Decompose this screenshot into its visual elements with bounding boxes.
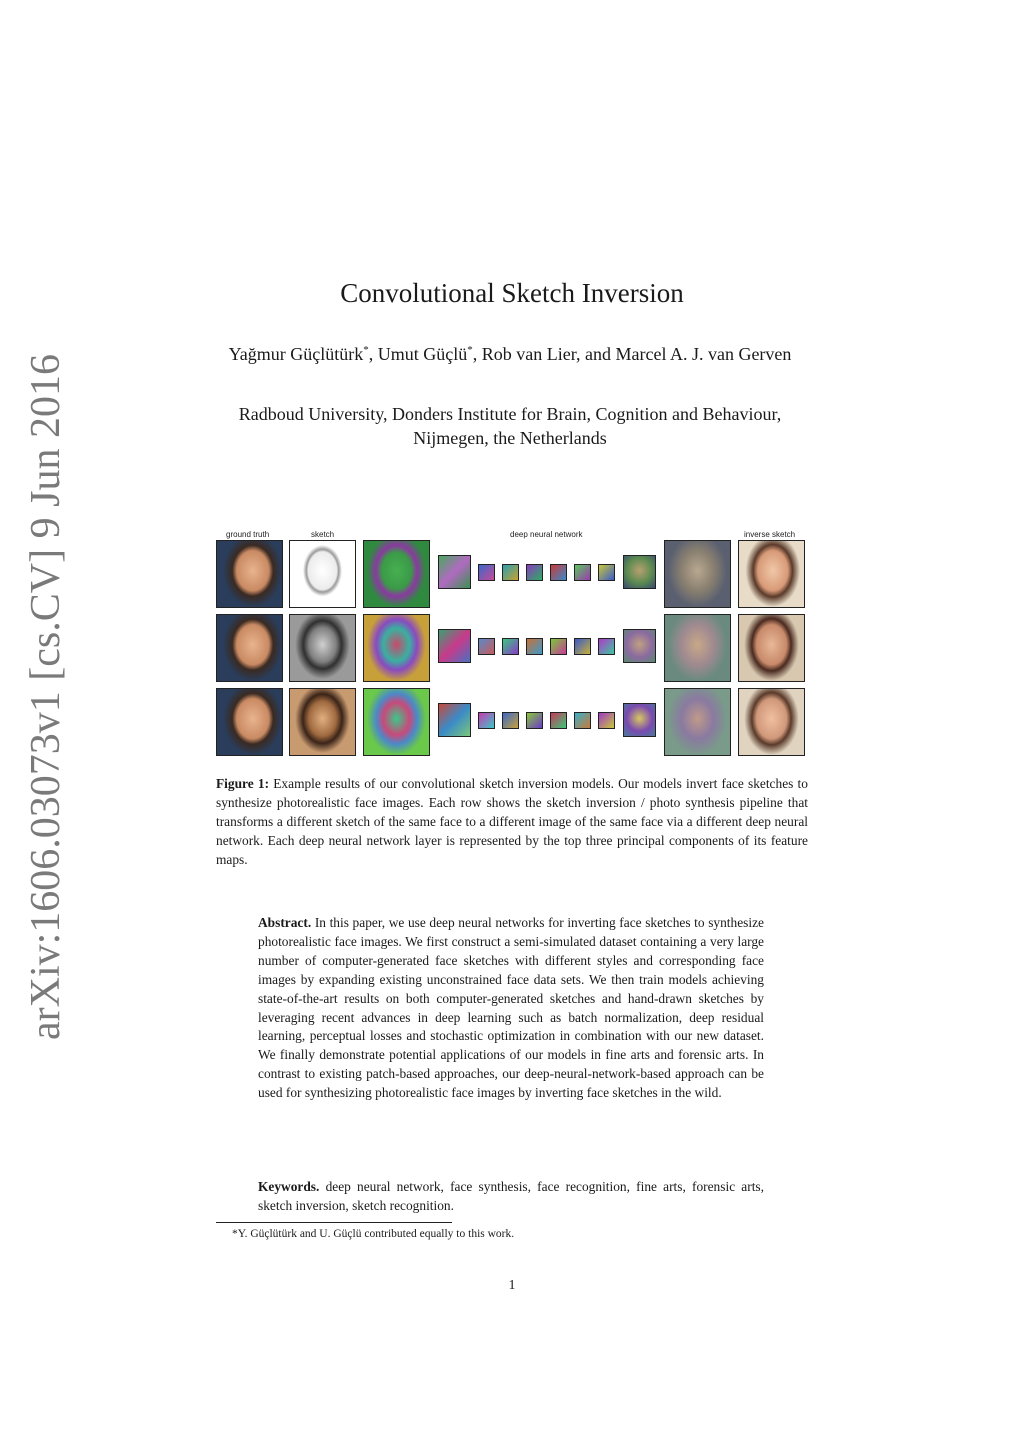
dnn-layer-1-map [363,540,430,608]
dnn-layer-7-map [574,638,591,655]
inverse-sketch-image [738,614,805,682]
label-dnn: deep neural network [510,530,583,539]
figure-caption-label: Figure 1: [216,776,270,791]
dnn-layer-10-map [664,688,731,756]
dnn-layer-5-map [526,712,543,729]
dnn-layer-5-map [526,564,543,581]
abstract [258,914,764,1103]
dnn-layer-7-map [574,564,591,581]
arxiv-identifier: arXiv:1606.03073v1 [cs.CV] 9 Jun 2016 [23,354,69,1040]
inverse-sketch-image [738,540,805,608]
dnn-layer-1-map [363,614,430,682]
keywords-label: Keywords. [258,1179,320,1194]
label-ground-truth: ground truth [226,530,270,539]
dnn-layer-7-map [574,712,591,729]
sketch-image [289,614,356,682]
dnn-layer-6-map [550,638,567,655]
affiliation: Radboud University, Donders Institute for Brain, Cognition and Behaviour, Nijmegen, the Netherlands [238,404,782,448]
dnn-layer-2-map [438,703,471,737]
dnn-layer-4-map [502,564,519,581]
footnote-divider [216,1222,452,1223]
dnn-layer-4-map [502,638,519,655]
ground-truth-image [216,614,283,682]
dnn-layer-4-map [502,712,519,729]
footnote: *Y. Güçlütürk and U. Güçlü contributed equally to this work. [232,1228,515,1240]
author-2: Umut Güçlü [377,344,468,364]
abstract-text: In this paper, we use deep neural networks for inverting face sketches to synthesize photorealistic face images. We first construct a semi-simulated dataset containing a very large number of computer-generated face sketches with different styles and corresponding face images by expanding existing unconstrained face data sets. We then train models achieving state-of-the-art results on both computer-generated sketches and hand-drawn sketches by leveraging recent advances in deep learning such as batch normalization, deep residual learning, perceptual losses and stochastic optimization in combination with our new dataset. We finally demonstrate potential applications of our models in fine arts and forensic arts. In contrast to existing patch-based approaches, our deep-neural-network-based approach can be used for synthesizing photorealistic face images by inverting face sketches in the wild. [258,915,764,1101]
dnn-layer-2-map [438,555,471,589]
keywords [258,1178,764,1216]
author-3: Rob van Lier, and Marcel A. J. van Gerven [481,344,792,364]
sketch-image [289,688,356,756]
abstract-label: Abstract. [258,915,312,930]
dnn-layer-3-map [478,712,495,729]
dnn-layer-1-map [363,688,430,756]
dnn-layer-8-map [598,712,615,729]
page-number: 1 [508,1278,516,1293]
dnn-layer-6-map [550,564,567,581]
author-1: Yağmur Güçlütürk [228,344,364,364]
figure-caption [216,774,808,869]
dnn-layer-3-map [478,638,495,655]
dnn-layer-8-map [598,638,615,655]
dnn-layer-3-map [478,564,495,581]
dnn-layer-8-map [598,564,615,581]
ground-truth-image [216,688,283,756]
inverse-sketch-image [738,688,805,756]
paper-title: Convolutional Sketch Inversion [340,278,684,308]
dnn-layer-9-map [623,555,656,589]
dnn-layer-10-map [664,614,731,682]
author-1-mark: * [363,344,369,356]
label-inverse-sketch: inverse sketch [744,530,796,539]
dnn-layer-6-map [550,712,567,729]
ground-truth-image [216,540,283,608]
dnn-layer-2-map [438,629,471,663]
dnn-layer-10-map [664,540,731,608]
dnn-layer-9-map [623,703,656,737]
dnn-layer-5-map [526,638,543,655]
figure-caption-text: Example results of our convolutional sketch inversion models. Our models invert face sketches to synthesize photorealistic face images. Each row shows the sketch inversion / photo synthesis pipeline that transforms a different sketch of the same face to a different image of the same face via a different deep neural network. Each deep neural network layer is represented by the top three principal components of its feature maps. [216,776,808,867]
author-2-mark: * [467,344,473,356]
keywords-text: deep neural network, face synthesis, face recognition, fine arts, forensic arts, sketch inversion, sketch recognition. [258,1179,764,1213]
author-list: Yağmur Güçlütürk*, Umut Güçlü*, Rob van Lier, and Marcel A. J. van Gerven [228,344,792,364]
sketch-image [289,540,356,608]
dnn-layer-9-map [623,629,656,663]
label-sketch: sketch [311,530,335,539]
